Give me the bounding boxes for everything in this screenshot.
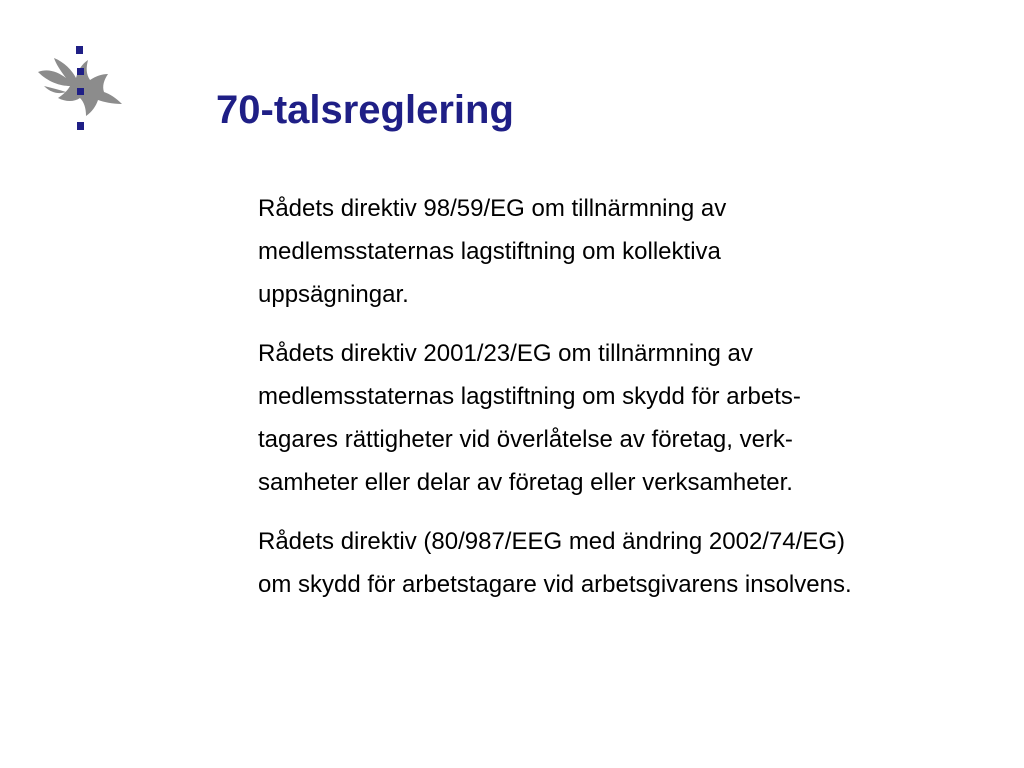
flame-shape [38, 58, 122, 116]
paragraph-line: Rådets direktiv (80/987/EEG med ändring 2002/74/EG) [258, 528, 845, 555]
paragraph-1 [258, 187, 998, 316]
flame-logo-icon [30, 42, 130, 142]
flame-wisp [44, 86, 66, 93]
paragraph-line: medlemsstaternas lagstiftning om skydd för arbets- [258, 383, 801, 410]
paragraph-3 [258, 520, 998, 606]
paragraph-2 [258, 332, 998, 504]
slide-title: 70-talsreglering [216, 88, 514, 132]
slide-body [258, 187, 998, 622]
paragraph-line: tagares rättigheter vid överlåtelse av företag, verk- [258, 426, 793, 453]
paragraph-line: om skydd för arbetstagare vid arbetsgivarens insolvens. [258, 571, 852, 598]
paragraph-line: samheter eller delar av företag eller verksamheter. [258, 469, 793, 496]
logo-dot-lower [77, 88, 84, 95]
logo-dot-top [76, 46, 83, 54]
paragraph-line: Rådets direktiv 98/59/EG om tillnärmning av [258, 195, 727, 222]
logo-dot-bottom [77, 122, 84, 130]
paragraph-line: Rådets direktiv 2001/23/EG om tillnärmning av [258, 340, 753, 367]
logo-dot-upper [77, 68, 84, 75]
paragraph-line: medlemsstaternas lagstiftning om kollektiva [258, 238, 721, 265]
paragraph-line: uppsägningar. [258, 281, 409, 308]
